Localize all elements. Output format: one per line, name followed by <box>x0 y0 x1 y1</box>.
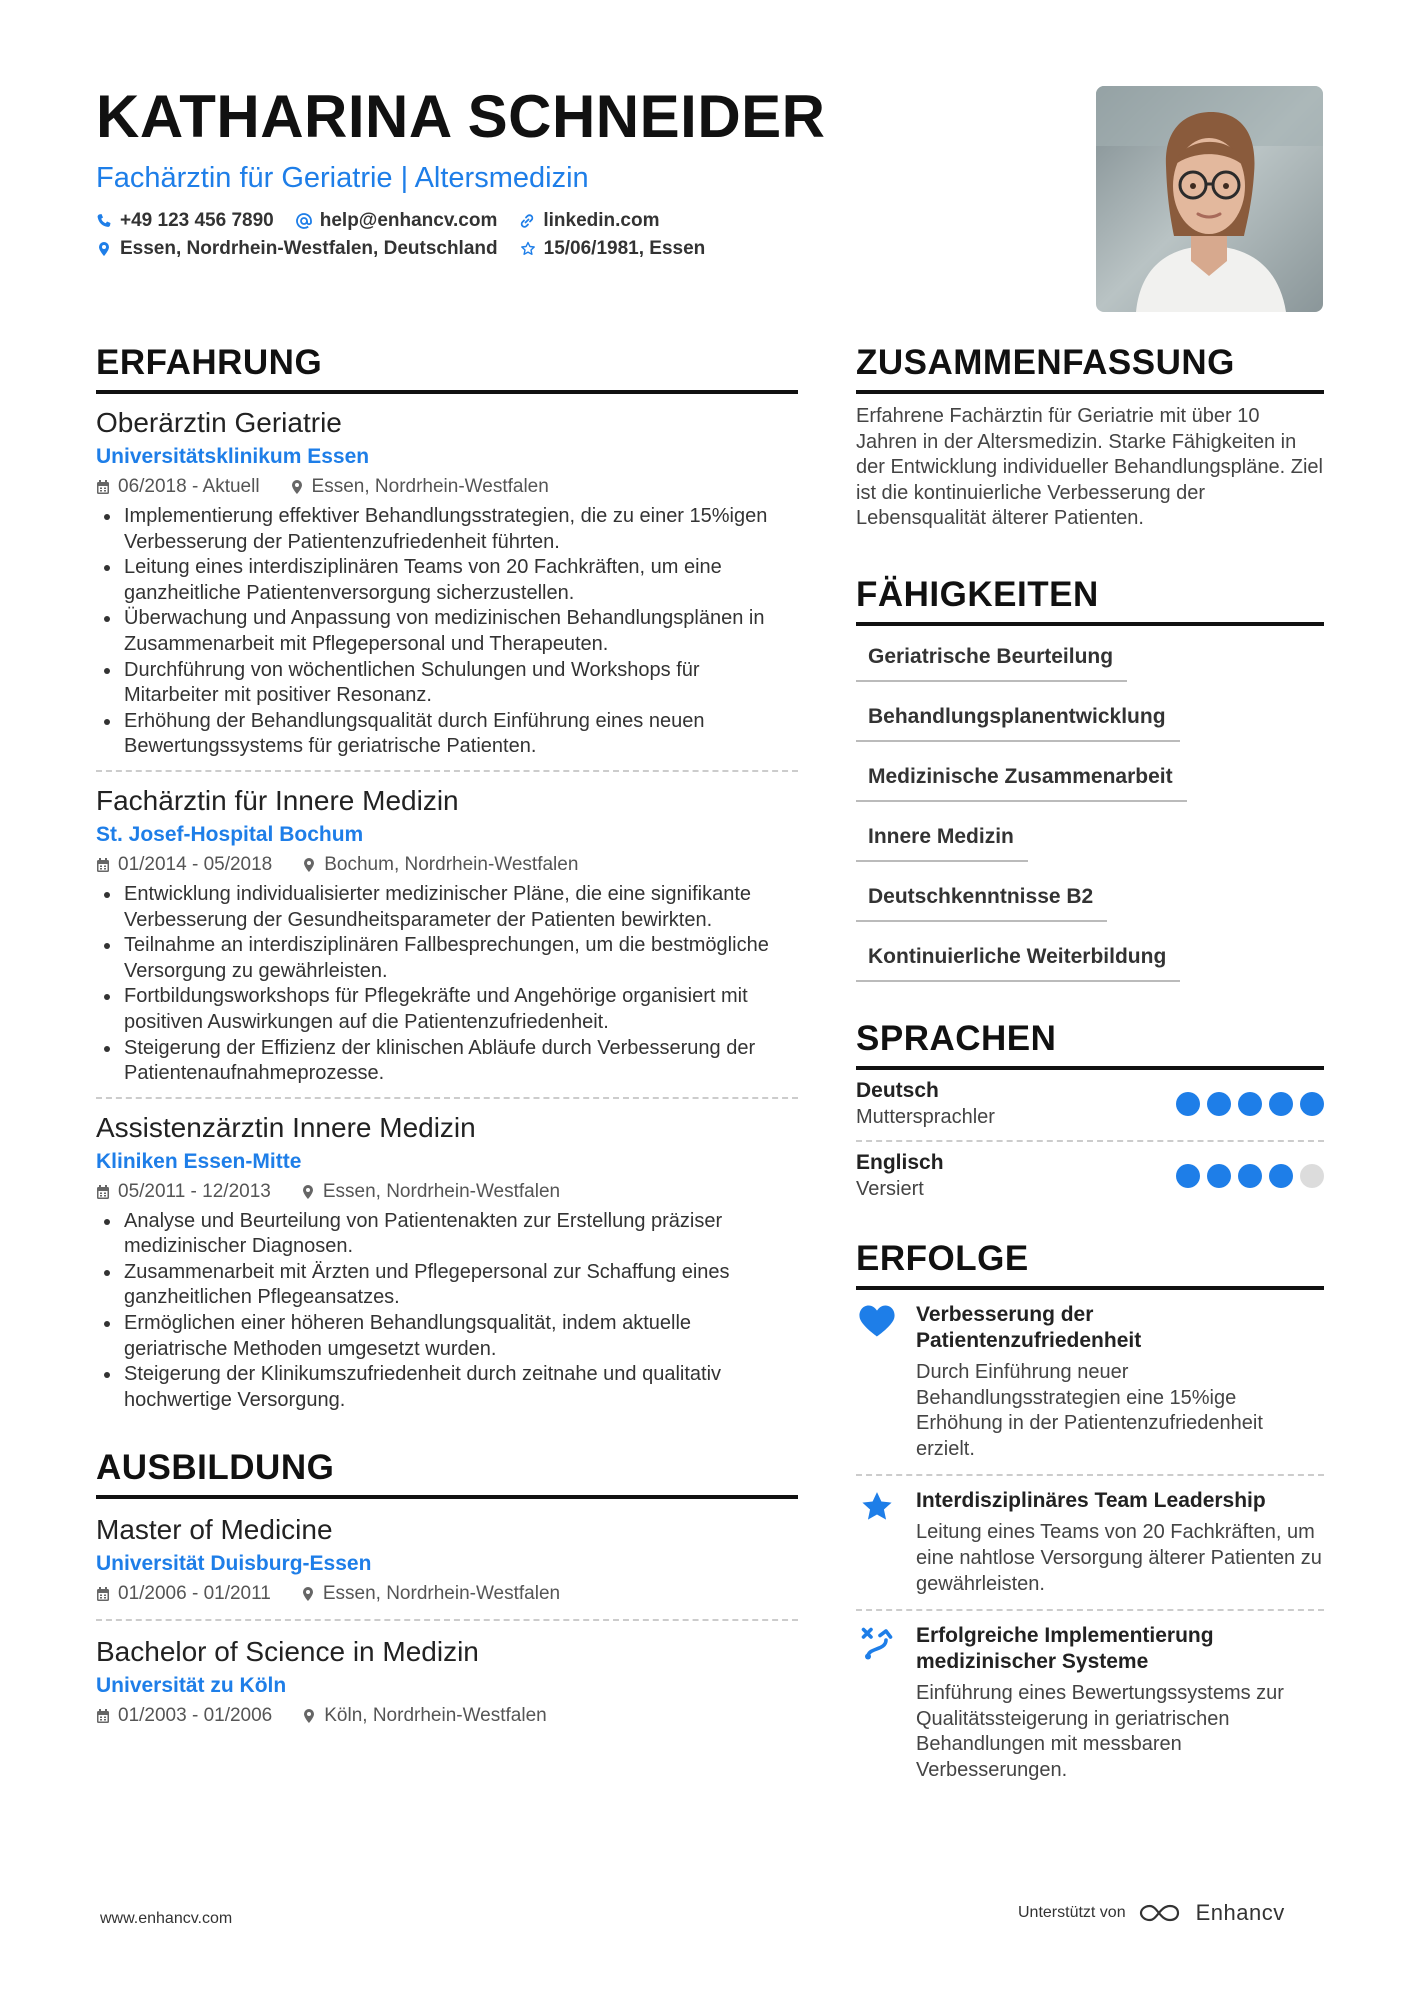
edu-dates-text: 01/2003 - 01/2006 <box>118 1705 273 1727</box>
star-icon <box>860 1490 894 1524</box>
experience-entry-1 <box>96 394 798 772</box>
location-pin-icon <box>96 241 112 257</box>
language-name: Englisch <box>856 1150 944 1174</box>
contact-birth <box>520 236 706 262</box>
bullet: Durchführung von wöchentlichen Schulungen und Workshops für Mitarbeiter mit positiver Resonanz. <box>96 658 798 709</box>
at-icon <box>296 213 312 229</box>
location-pin-icon <box>302 1708 316 1724</box>
heart-icon <box>858 1304 896 1338</box>
rating-dot <box>1269 1092 1293 1116</box>
bullet: Leitung eines interdisziplinären Teams von 20 Fachkräften, um eine ganzheitliche Patientenversorgung sicherzustellen. <box>96 555 798 606</box>
job-location <box>302 850 578 880</box>
job-bullets <box>96 504 798 760</box>
contact-location <box>96 236 498 262</box>
skills-heading: FÄHIGKEITEN <box>856 570 1324 626</box>
footer-website[interactable]: www.enhancv.com <box>100 1910 233 1927</box>
job-meta <box>96 1177 798 1207</box>
job-dates <box>96 1177 271 1207</box>
education-entry-1 <box>96 1499 798 1621</box>
job-dates <box>96 472 260 502</box>
bullet: Erhöhung der Behandlungsqualität durch Einführung eines neuen Bewertungssystems für geriatrische Patienten. <box>96 709 798 760</box>
contact-row-1 <box>96 208 1076 234</box>
skill-tag: Medizinische Zusammenarbeit <box>856 756 1187 802</box>
experience-entry-2 <box>96 772 798 1099</box>
job-meta <box>96 850 798 880</box>
achievement-title: Interdisziplinäres Team Leadership <box>916 1489 1266 1513</box>
edu-meta <box>96 1579 798 1609</box>
location-pin-icon <box>290 479 304 495</box>
calendar-icon <box>96 1708 110 1724</box>
job-location-text: Bochum, Nordrhein-Westfalen <box>324 853 579 875</box>
rating-dot <box>1300 1092 1324 1116</box>
rating-dot <box>1269 1164 1293 1188</box>
calendar-icon <box>96 1184 110 1200</box>
calendar-icon <box>96 1586 110 1602</box>
resume-header <box>96 82 1076 262</box>
job-location-text: Essen, Nordrhein-Westfalen <box>311 476 549 497</box>
birth-text: 15/06/1981, Essen <box>543 238 706 259</box>
rating-dot <box>1207 1092 1231 1116</box>
summary-text: Erfahrene Fachärztin für Geriatrie mit über 10 Jahren in der Altersmedizin. Starke Fähigkeiten in der Entwicklung individueller Behandlungspläne. Ziel ist die kontinuierliche Verbesserung der Lebensqualität älterer Patienten. <box>856 405 1323 530</box>
achievement-entry-2 <box>856 1476 1324 1609</box>
bullet: Entwicklung individualisierter medizinischer Pläne, die eine signifikante Verbesserung der Gesundheitsparameter der Patienten bewirkten. <box>96 882 798 933</box>
rating-dot <box>1238 1092 1262 1116</box>
rating-dot <box>1238 1164 1262 1188</box>
star-outline-icon <box>520 241 536 257</box>
language-level: Versiert <box>856 1177 924 1200</box>
language-rating <box>1176 1164 1324 1188</box>
phone-text: +49 123 456 7890 <box>120 210 274 231</box>
job-title: Oberärztin Geriatrie <box>96 407 342 438</box>
language-rating <box>1176 1092 1324 1116</box>
email-text: help@enhancv.com <box>319 210 498 231</box>
language-name: Deutsch <box>856 1078 939 1102</box>
location-pin-icon <box>302 857 316 873</box>
school-name[interactable]: Universität Duisburg-Essen <box>96 1552 372 1576</box>
achievement-title: Erfolgreiche Implementierung medizinischer Systeme <box>916 1624 1214 1674</box>
bullet: Steigerung der Klinikumszufriedenheit durch zeitnahe und qualitativ hochwertige Versorgung. <box>96 1362 798 1413</box>
contact-row-2 <box>96 236 1076 262</box>
bullet: Analyse und Beurteilung von Patientenakten zur Erstellung präziser medizinischer Diagnosen. <box>96 1209 798 1260</box>
right-column <box>856 338 1324 1796</box>
job-location-text: Essen, Nordrhein-Westfalen <box>322 1180 561 1202</box>
footer-brand[interactable] <box>1018 1900 1285 1926</box>
job-location <box>290 472 549 502</box>
edu-location-text: Essen, Nordrhein-Westfalen <box>322 1583 561 1605</box>
language-entry-2 <box>856 1142 1324 1212</box>
job-company[interactable]: Universitätsklinikum Essen <box>96 445 370 468</box>
contact-email[interactable] <box>296 208 498 234</box>
summary-heading: ZUSAMMENFASSUNG <box>856 338 1324 394</box>
enhancv-logo-icon <box>1138 1902 1184 1924</box>
job-company[interactable]: Kliniken Essen-Mitte <box>96 1149 302 1173</box>
portrait-illustration <box>1096 86 1323 312</box>
edu-location <box>301 1579 560 1609</box>
skill-tag: Geriatrische Beurteilung <box>856 636 1127 682</box>
education-entry-2 <box>96 1621 798 1731</box>
contact-linkedin[interactable] <box>519 208 659 234</box>
job-bullets <box>96 1209 798 1414</box>
job-bullets <box>96 882 798 1087</box>
contact-phone[interactable] <box>96 208 274 234</box>
brand-name: Enhancv <box>1195 1900 1285 1925</box>
profile-photo <box>1096 86 1323 312</box>
achievement-desc: Leitung eines Teams von 20 Fachkräften, um eine nahtlose Versorgung älterer Patienten zu gewährleisten. <box>916 1521 1322 1595</box>
achievement-entry-3 <box>856 1611 1324 1795</box>
languages-heading: SPRACHEN <box>856 1014 1324 1070</box>
link-icon <box>519 213 535 229</box>
school-name[interactable]: Universität zu Köln <box>96 1674 287 1698</box>
bullet: Steigerung der Effizienz der klinischen Abläufe durch Verbesserung der Patientenaufnahmeprozesse. <box>96 1036 798 1087</box>
phone-icon <box>96 213 112 229</box>
achievement-icon-wrap <box>856 1488 898 1597</box>
language-entry-1 <box>856 1070 1324 1140</box>
candidate-name: KATHARINA SCHNEIDER <box>96 83 826 150</box>
achievement-entry-1 <box>856 1290 1324 1474</box>
edu-dates <box>96 1579 271 1609</box>
left-column <box>96 338 798 1731</box>
degree-title: Bachelor of Science in Medizin <box>96 1636 479 1668</box>
edu-meta <box>96 1701 798 1731</box>
candidate-title: Fachärztin für Geriatrie | Altersmedizin <box>96 162 589 194</box>
degree-title: Master of Medicine <box>96 1514 333 1546</box>
job-title: Fachärztin für Innere Medizin <box>96 784 459 816</box>
achievement-icon-wrap <box>856 1623 898 1783</box>
experience-entry-3 <box>96 1099 798 1414</box>
experience-heading: ERFAHRUNG <box>96 338 798 394</box>
job-dates-text: 06/2018 - Aktuell <box>118 476 260 497</box>
job-dates <box>96 850 272 880</box>
location-pin-icon <box>301 1184 315 1200</box>
bullet: Fortbildungsworkshops für Pflegekräfte und Angehörige organisiert mit positiven Auswirkungen auf die Patientenzufriedenheit. <box>96 984 798 1035</box>
edu-dates <box>96 1701 272 1731</box>
powered-by-text: Unterstützt von <box>1018 1904 1126 1921</box>
skill-tag: Kontinuierliche Weiterbildung <box>856 936 1180 982</box>
rating-dot <box>1176 1164 1200 1188</box>
skills-list <box>856 636 1324 996</box>
skill-tag: Deutschkenntnisse B2 <box>856 876 1107 922</box>
bullet: Zusammenarbeit mit Ärzten und Pflegepersonal zur Schaffung eines ganzheitlichen Pflegeansatzes. <box>96 1260 798 1311</box>
bullet: Implementierung effektiver Behandlungsstrategien, die zu einer 15%igen Verbesserung der Patientenzufriedenheit führten. <box>96 504 798 555</box>
skill-tag: Behandlungsplanentwicklung <box>856 696 1180 742</box>
location-text: Essen, Nordrhein-Westfalen, Deutschland <box>120 238 498 259</box>
edu-location-text: Köln, Nordrhein-Westfalen <box>324 1705 547 1727</box>
achievement-desc: Einführung eines Bewertungssystems zur Qualitätssteigerung in geriatrischen Behandlungen mit messbaren Verbesserungen. <box>916 1682 1284 1781</box>
linkedin-text: linkedin.com <box>543 210 660 231</box>
achievement-desc: Durch Einführung neuer Behandlungsstrategien eine 15%ige Erhöhung in der Patientenzufriedenheit erzielt. <box>916 1360 1263 1460</box>
calendar-icon <box>96 479 110 495</box>
job-location <box>301 1177 560 1207</box>
job-dates-text: 05/2011 - 12/2013 <box>118 1180 271 1202</box>
rating-dot <box>1207 1164 1231 1188</box>
location-pin-icon <box>301 1586 315 1602</box>
achievement-icon-wrap <box>856 1302 898 1462</box>
edu-dates-text: 01/2006 - 01/2011 <box>118 1583 271 1605</box>
job-company[interactable]: St. Josef-Hospital Bochum <box>96 822 364 846</box>
edu-location <box>302 1701 546 1731</box>
rating-dot <box>1176 1092 1200 1116</box>
bullet: Teilnahme an interdisziplinären Fallbesprechungen, um die bestmögliche Versorgung zu gewährleisten. <box>96 933 798 984</box>
education-heading: AUSBILDUNG <box>96 1443 798 1499</box>
bullet: Ermöglichen einer höheren Behandlungsqualität, indem aktuelle geriatrische Methoden umgesetzt wurden. <box>96 1311 798 1362</box>
achievement-title: Verbesserung der Patientenzufriedenheit <box>916 1302 1142 1352</box>
job-title: Assistenzärztin Innere Medizin <box>96 1111 476 1143</box>
skill-tag: Innere Medizin <box>856 816 1028 862</box>
language-level: Muttersprachler <box>856 1105 995 1128</box>
job-dates-text: 01/2014 - 05/2018 <box>118 853 273 875</box>
rating-dot <box>1300 1164 1324 1188</box>
job-meta <box>96 472 798 502</box>
route-icon <box>859 1625 895 1661</box>
bullet: Überwachung und Anpassung von medizinischen Behandlungsplänen in Zusammenarbeit mit Pflegepersonal und Therapeuten. <box>96 606 798 657</box>
calendar-icon <box>96 857 110 873</box>
achievements-heading: ERFOLGE <box>856 1234 1324 1290</box>
